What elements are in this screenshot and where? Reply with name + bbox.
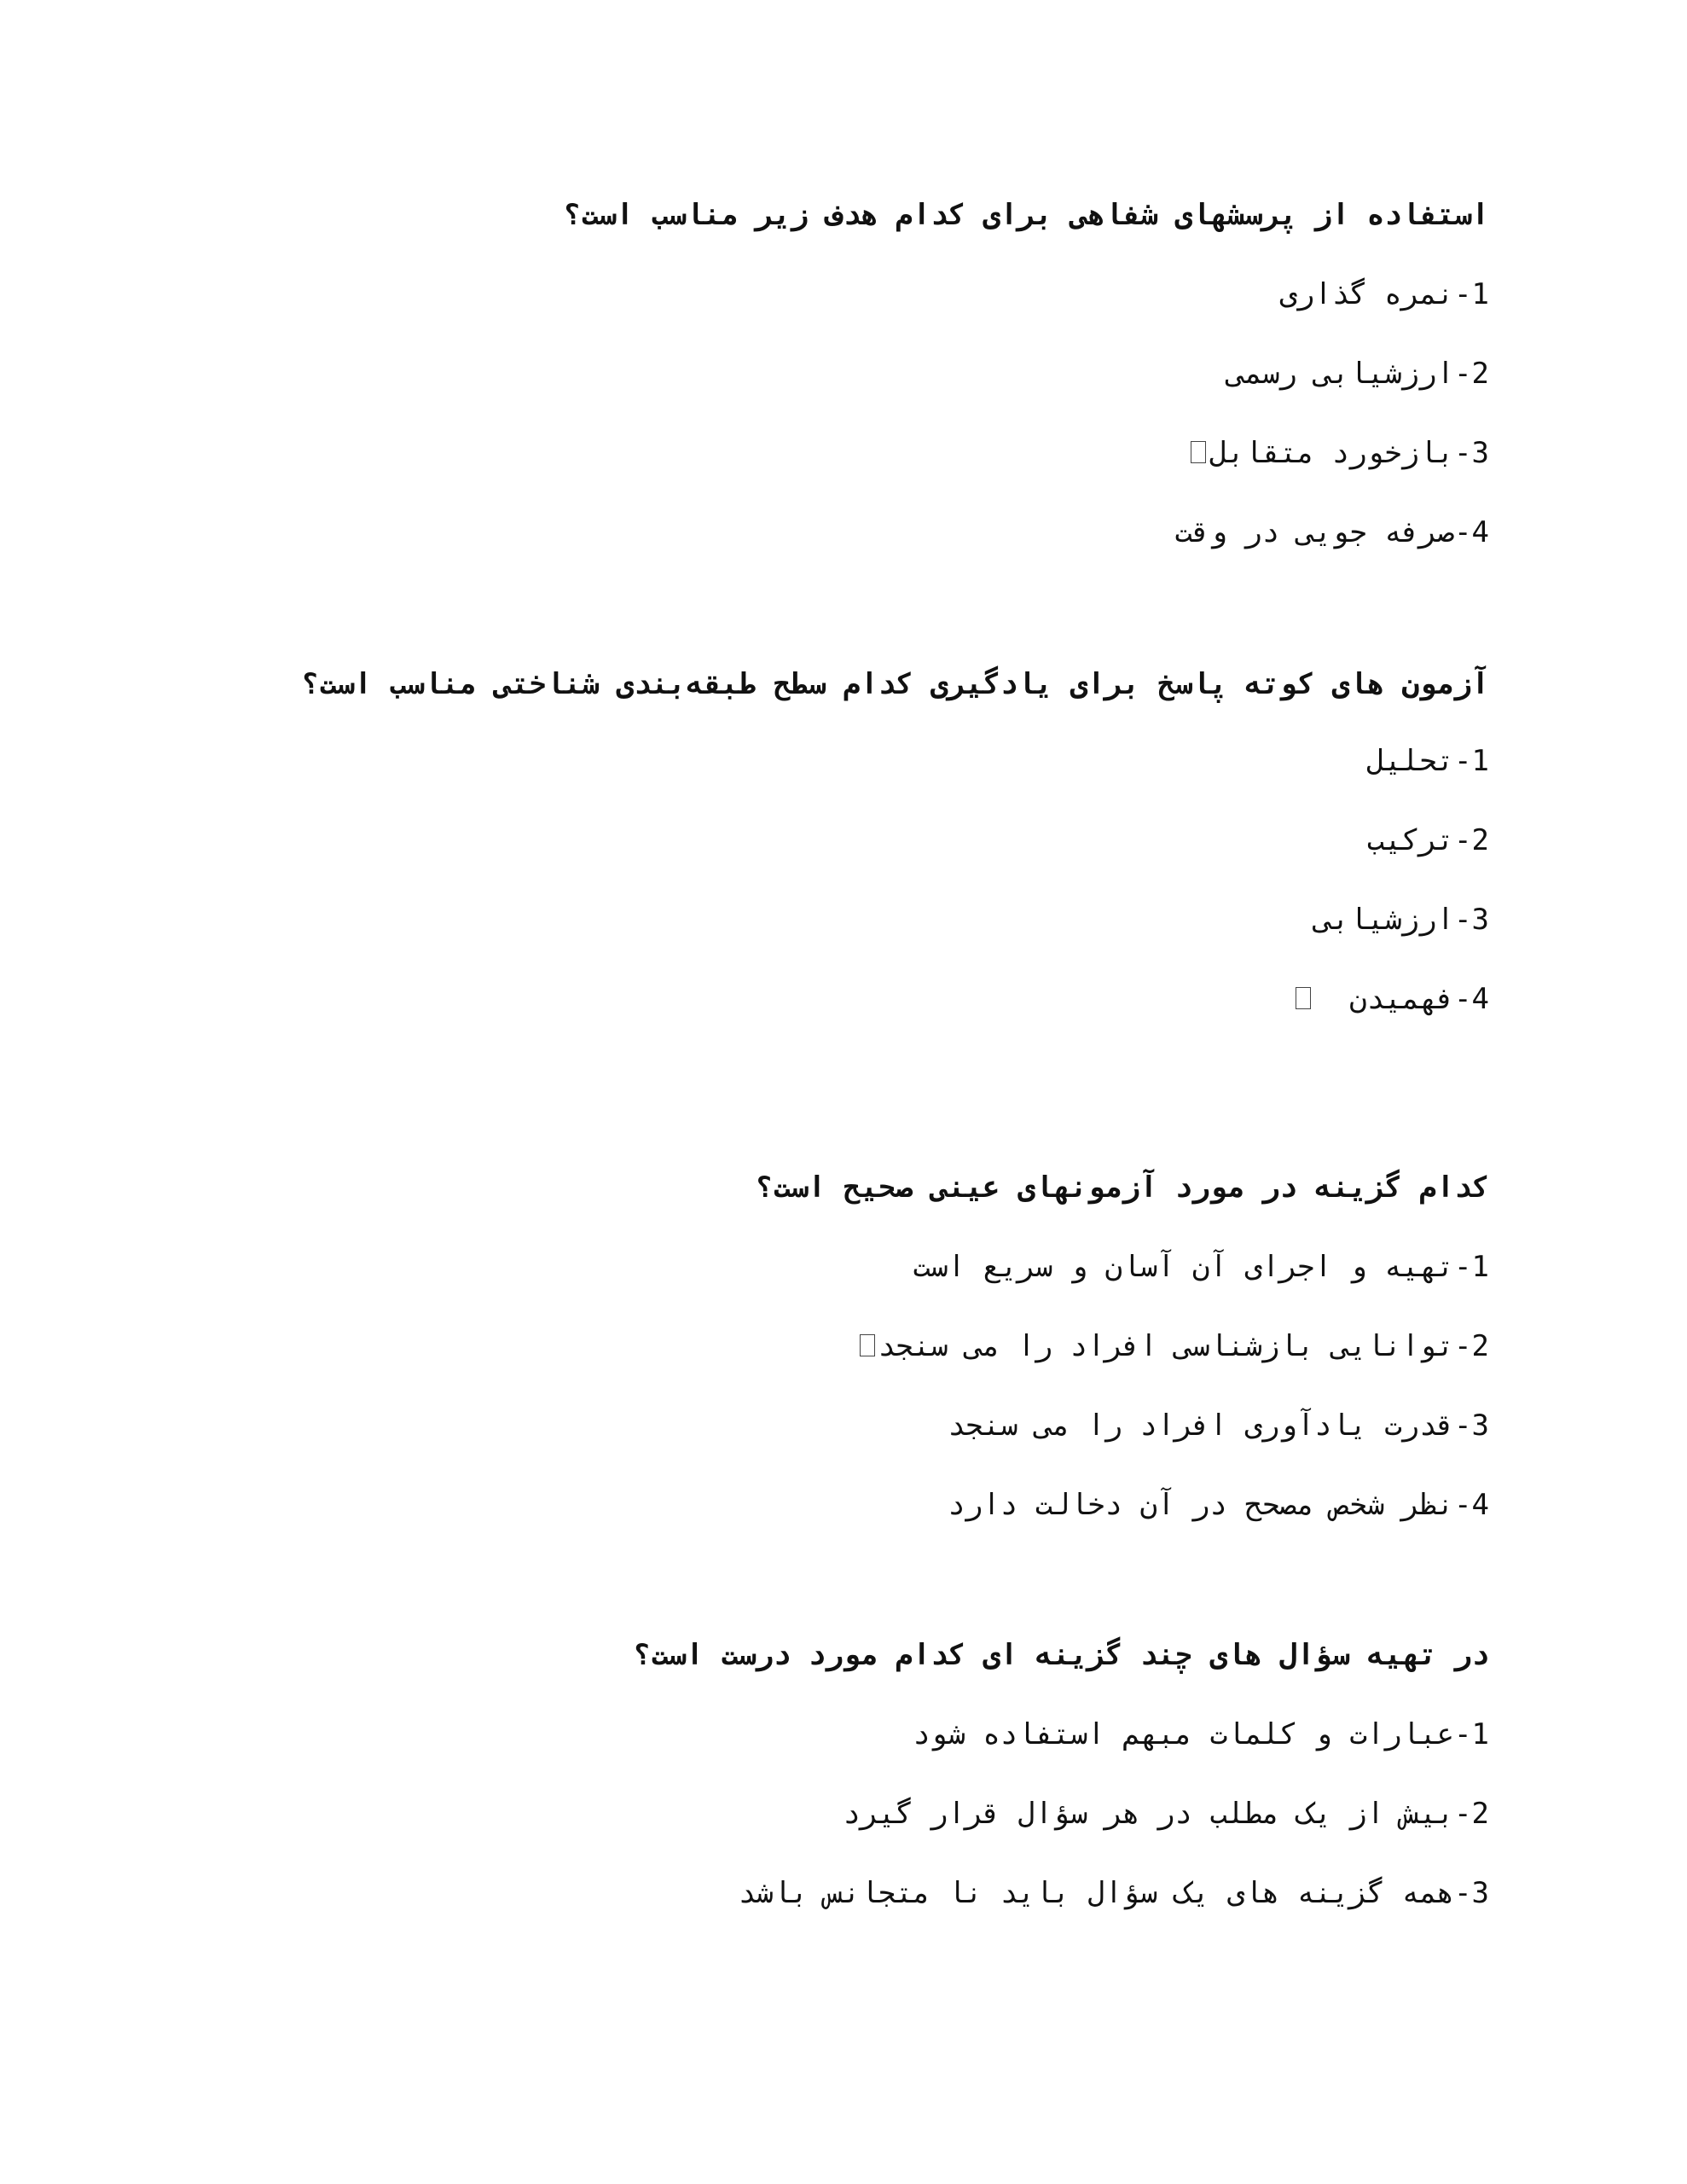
option-3	[302, 901, 1489, 938]
option-number: 1	[1471, 1250, 1489, 1284]
option-text: -قدرت یادآوری افراد را می سنجد	[948, 1409, 1472, 1443]
option-text: -تحلیل	[1366, 744, 1472, 778]
option-3	[634, 1874, 1489, 1912]
option-2	[302, 822, 1489, 859]
option-text: -صرفه جویی در وقت	[1174, 515, 1472, 549]
option-1	[564, 276, 1489, 313]
option-2	[564, 355, 1489, 392]
option-number: 3	[1471, 436, 1489, 470]
option-1	[302, 742, 1489, 780]
option-number: 4	[1471, 982, 1489, 1016]
option-number: 4	[1471, 515, 1489, 549]
option-1	[756, 1248, 1489, 1286]
option-text: -فهمیدن	[1314, 982, 1472, 1016]
option-text: -توانایی بازشناسی افراد را می سنجد	[878, 1329, 1472, 1363]
option-number: 2	[1471, 1329, 1489, 1363]
question-text: استفاده از پرسشهای شفاهی برای کدام هدف زیر مناسب است؟	[564, 198, 1489, 232]
option-text: -عبارات و کلمات مبهم استفاده شود	[913, 1717, 1472, 1751]
question-2	[302, 665, 1489, 1018]
option-text: -نظر شخص مصحح در آن دخالت دارد	[948, 1488, 1472, 1522]
question-text: در تهیه سؤال های چند گزینه ای کدام مورد درست است؟	[633, 1638, 1489, 1672]
option-number: 3	[1471, 903, 1489, 937]
option-1	[634, 1716, 1489, 1753]
option-number: 3	[1471, 1876, 1489, 1910]
question-text: کدام گزینه در مورد آزمونهای عینی صحیح است؟	[756, 1170, 1489, 1205]
option-number: 2	[1471, 1797, 1489, 1831]
option-text: -ارزشیابی رسمی	[1226, 357, 1472, 391]
option-2	[634, 1795, 1489, 1833]
missing-glyph-box-icon	[860, 1334, 875, 1356]
option-text: -نمره گذاری	[1279, 277, 1472, 311]
question-3	[756, 1169, 1489, 1524]
option-number: 2	[1471, 823, 1489, 857]
option-text: -تهیه و اجرای آن آسان و سریع است	[913, 1250, 1472, 1284]
option-4	[756, 1486, 1489, 1524]
option-text: -بازخورد متقابل	[1209, 436, 1472, 470]
option-text: -ارزشیابی	[1314, 903, 1472, 937]
question-1	[564, 196, 1489, 551]
option-number: 2	[1471, 357, 1489, 391]
options-list	[634, 1716, 1489, 1912]
option-number: 1	[1471, 744, 1489, 778]
option-3	[564, 434, 1489, 472]
missing-glyph-box-icon	[1191, 441, 1206, 463]
missing-glyph-box-icon	[1296, 987, 1311, 1009]
option-number: 4	[1471, 1488, 1489, 1522]
option-number: 1	[1471, 1717, 1489, 1751]
option-2	[756, 1327, 1489, 1365]
option-text: -همه گزینه های یک سؤال باید نا متجانس باشد	[738, 1876, 1472, 1910]
option-number: 1	[1471, 277, 1489, 311]
options-list	[302, 742, 1489, 1018]
option-text: -ترکیب	[1366, 823, 1472, 857]
option-4	[564, 514, 1489, 551]
option-3	[756, 1407, 1489, 1444]
option-text: -بیش از یک مطلب در هر سؤال قرار گیرد	[843, 1797, 1472, 1831]
question-text: آزمون های کوته پاسخ برای یادگیری کدام سطح طبقه‌بندی شناختی مناسب است؟	[302, 667, 1489, 701]
question-4	[634, 1636, 1489, 1912]
options-list	[564, 276, 1489, 551]
option-number: 3	[1471, 1409, 1489, 1443]
options-list	[756, 1248, 1489, 1524]
option-4	[302, 980, 1489, 1018]
